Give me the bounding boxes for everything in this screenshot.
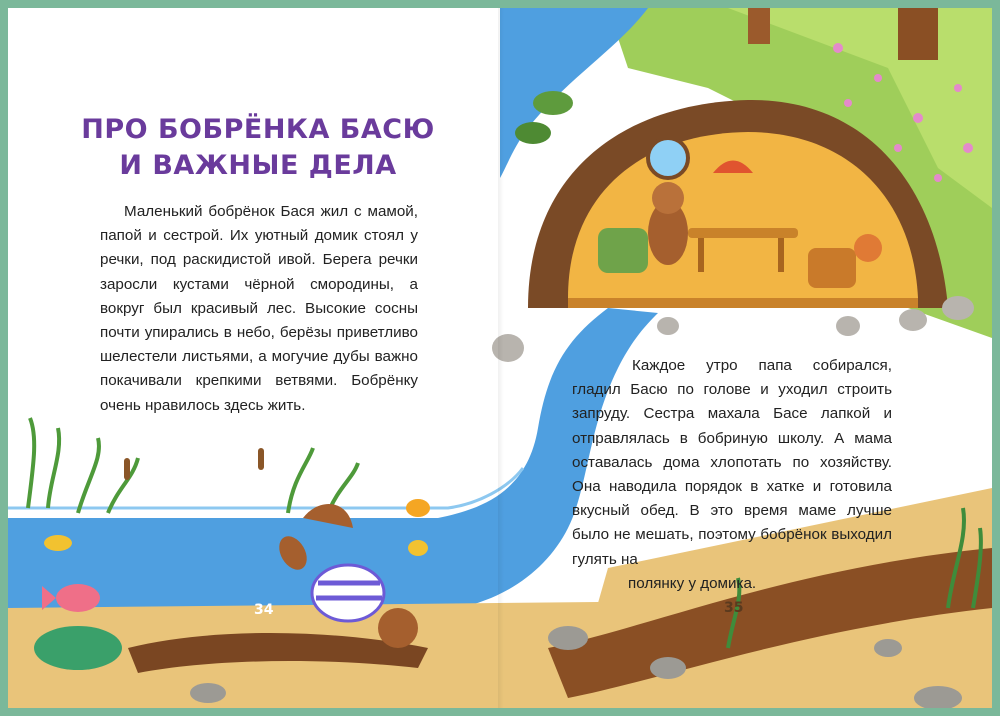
basket [808,248,856,288]
armchair [598,228,648,273]
left-paragraph: Маленький бобрёнок Бася жил с мамой, папой и сестрой. Их уютный домик стоял у речки, под раскидистой ивой. Берега речки заросли кустами чёрной смородины, а вокруг был красивый лес. Высокие сосны почти упирались в небо, берёзы приветливо шелестели листьями, а могучие дубы важно покачивали крепкими ветвями. Бобрёнку очень нравилось здесь жить. [100,203,418,414]
title-line-1: ПРО БОБРЁНКА БАСЮ [81,114,435,145]
right-paragraph-last-line: полянку у домика. [628,574,757,592]
book-spread [8,8,992,708]
left-page [8,8,500,708]
plant-pot [854,234,882,262]
title-line-2: И ВАЖНЫЕ ДЕЛА [119,150,397,181]
page-number-right: 35 [724,600,744,616]
table [688,228,798,238]
tree-trunk [748,8,770,44]
page-title [68,112,448,184]
lodge-window [648,138,688,178]
right-paragraph [572,354,892,596]
right-paragraph-main: Каждое утро папа собирался, гладил Басю по голове и уходил строить запруду. Сестра махала Басе лапкой и отправлялась в бобриную школу. А мама оставалась дома хлопотать по хозяйству. Она наводила порядок в хатке и готовила вкусный обед. В это время маме лучше было не мешать, поэтому бобрёнок выходил гулять на [572,357,892,568]
page-number-left: 34 [254,602,274,618]
lily-pad [533,91,573,115]
tree-trunk-2 [898,8,938,60]
lily-pad-2 [515,122,551,144]
